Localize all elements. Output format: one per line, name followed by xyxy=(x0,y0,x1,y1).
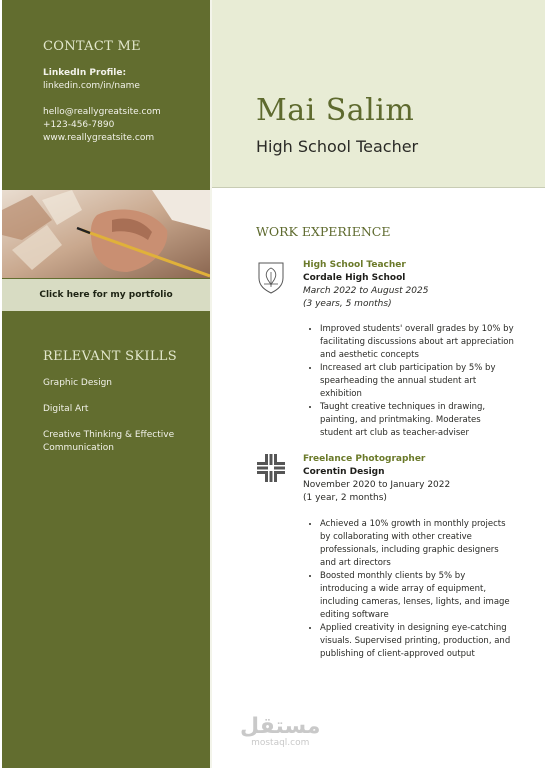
list-item: • Boosted monthly clients by 5% by introducing a wide array of equipment, including cameras, lenses, lights, and image editing software xyxy=(320,570,515,622)
watermark-arabic: مستقل xyxy=(240,714,321,739)
website-link[interactable]: www.reallygreatsite.com xyxy=(43,133,155,143)
job-company: Cordale High School xyxy=(303,273,406,283)
header-rule xyxy=(212,187,545,188)
job-bullets xyxy=(305,323,515,440)
person-name: Mai Salim xyxy=(256,93,415,128)
job-bullets xyxy=(305,518,515,661)
job-duration: (1 year, 2 months) xyxy=(303,493,387,503)
skill-item: Graphic Design xyxy=(43,378,112,388)
job-duration: (3 years, 5 months) xyxy=(303,299,392,309)
portfolio-button[interactable]: Click here for my portfolio xyxy=(2,279,210,311)
skills-heading: RELEVANT SKILLS xyxy=(43,349,177,364)
watermark-latin: mostaql.com xyxy=(251,738,310,748)
list-item: • Improved students' overall grades by 10% by facilitating discussions about art appreciation and aesthetic concepts xyxy=(320,323,515,362)
job-dates: March 2022 to August 2025 xyxy=(303,286,429,296)
skill-item: Communication xyxy=(43,443,114,453)
job-title: High School Teacher xyxy=(303,260,406,270)
work-experience-heading: WORK EXPERIENCE xyxy=(256,224,391,239)
list-item: • Increased art club participation by 5% by spearheading the annual student art exhibition xyxy=(320,362,515,401)
contact-heading: CONTACT ME xyxy=(43,39,141,54)
skill-item: Digital Art xyxy=(43,404,89,414)
linkedin-link[interactable]: linkedin.com/in/name xyxy=(43,81,140,91)
job-title: Freelance Photographer xyxy=(303,454,426,464)
list-item: • Taught creative techniques in drawing, painting, and printmaking. Moderates student art club as teacher-adviser xyxy=(320,401,515,440)
job-company: Corentin Design xyxy=(303,467,385,477)
portfolio-photo xyxy=(2,190,210,278)
school-crest-icon xyxy=(256,260,286,290)
job-dates: November 2020 to January 2022 xyxy=(303,480,451,490)
corentin-logo-icon xyxy=(256,453,286,483)
linkedin-label: LinkedIn Profile: xyxy=(43,68,127,78)
painting-hand-image xyxy=(2,190,210,278)
list-item: • Achieved a 10% growth in monthly projects by collaborating with other creative professionals, including graphic designers and art directors xyxy=(320,518,515,570)
skill-item: Creative Thinking & Effective xyxy=(43,430,175,440)
list-item: • Applied creativity in designing eye-catching visuals. Supervised printing, production, and publishing of client-approved output xyxy=(320,622,515,661)
email-link[interactable]: hello@reallygreatsite.com xyxy=(43,107,161,117)
mostaql-watermark xyxy=(240,716,320,748)
phone-text: +123-456-7890 xyxy=(43,120,115,130)
person-title: High School Teacher xyxy=(256,137,419,156)
